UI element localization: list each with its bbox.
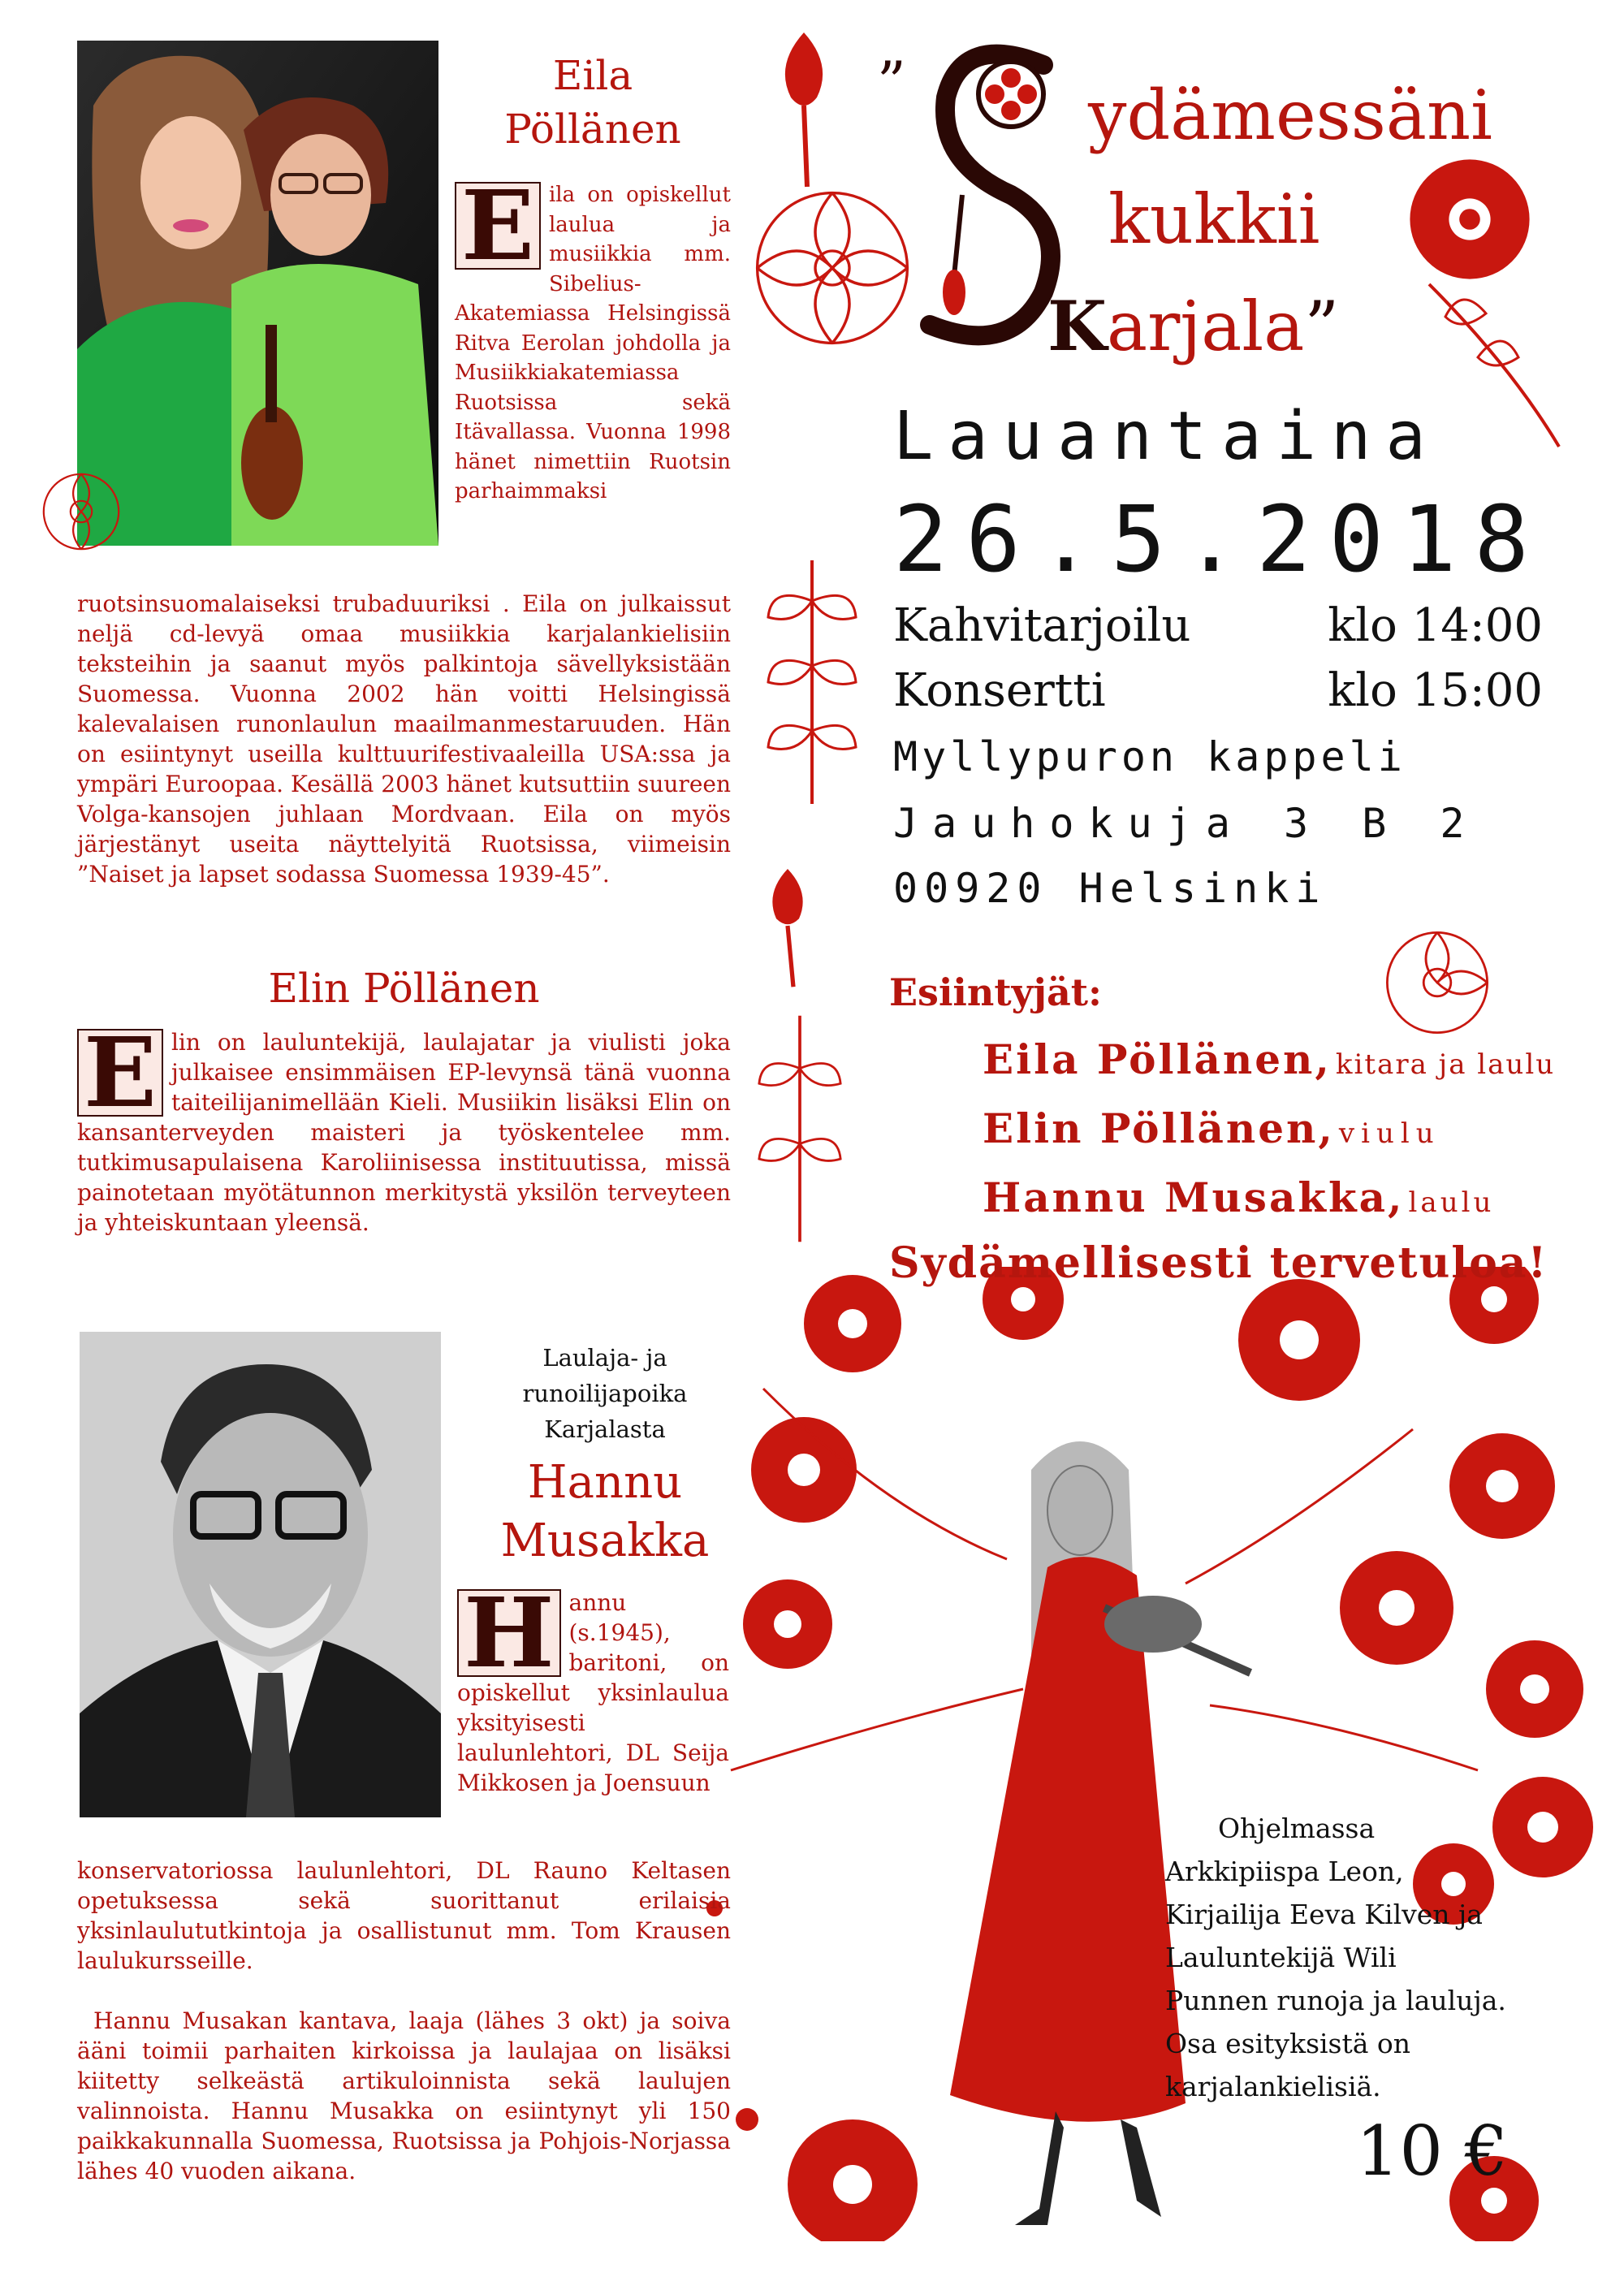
elin-drop-cap: E	[77, 1029, 163, 1117]
hannu-tagline: Laulaja- ja runoilijapoika Karjalasta	[522, 1344, 688, 1443]
program-line: Osa esityksistä on	[1165, 2028, 1411, 2059]
poppy-flower-icon	[1405, 154, 1535, 284]
elin-name-heading: Elin Pöllänen	[268, 965, 540, 1012]
leaf-branch-icon	[747, 1007, 853, 1251]
venue-name: Myllypuron kappeli	[893, 733, 1406, 780]
performer-row-elin	[983, 1104, 1440, 1152]
price: 10 €	[1356, 2111, 1509, 2191]
title-line-2: kukkii	[1108, 179, 1320, 259]
program-line: Kirjailija Eeva Kilven ja	[1165, 1899, 1483, 1930]
performers-heading: Esiintyjät:	[889, 970, 1103, 1014]
coffee-label: Kahvitarjoilu	[893, 599, 1191, 652]
poppy-flower-icon	[1380, 926, 1494, 1039]
hannu-drop-cap: H	[457, 1589, 561, 1677]
performer-role: kitara ja laulu	[1335, 1048, 1556, 1081]
eila-bio-narrow	[455, 169, 731, 507]
program-line: Punnen runoja ja lauluja.	[1165, 1985, 1506, 2016]
hannu-name-first: Hannu	[527, 1456, 683, 1509]
eila-bio-narrow-text: ila on opiskellut laulua ja musiikkia mm. Sibelius-Akatemiassa Helsingissä Ritva Eerolan johdolla ja Musiikkiakatemiassa Ruotsissa sekä Itävallassa. Vuonna 1998 hänet nimettiin Ruotsin parhaimmaksi	[455, 183, 731, 503]
hannu-bio-wide-2: Hannu Musakan kantava, laaja (lähes 3 okt) ja soiva ääni toimii parhaiten kirkoissa ja laulajaa on lisäksi kiitetty selkeästä artikuloinnista sekä laulujen valinnoista. Hannu Musakka on esiintynyt yli 150 paikkakunnalla Suomessa, Ruotsissa ja Pohjois-Norjassa lähes 40 vuoden aikana.	[77, 2007, 731, 2184]
hannu-bio-narrow	[457, 1576, 729, 1798]
eila-bio-wide: ruotsinsuomalaiseksi trubaduuriksi . Eila on julkaissut neljä cd-levyä omaa musiikkia karjalankielisiin teksteihin ja saanut myös palkintoja sävellyksistään Suomessa. Vuonna 2002 hän voitti Helsingissä kalevalaisen runonlaulun maailmanmestaruuden. Hän on esiintynyt useilla kulttuurifestivaaleilla USA:ssa ja ympäri Euroopaa. Kesällä 2003 hänet kutsuttiin suureen Volga-kansojen juhlaan Mordvaan. Eila on myös järjestänyt useita näyttelyitä Ruotsissa, viimeisin ”Naiset ja lapset sodassa Suomessa 1939-45”.	[77, 590, 731, 888]
performer-role: viulu	[1338, 1117, 1440, 1150]
program-list	[1165, 1850, 1555, 2108]
hannu-photo	[80, 1332, 441, 1817]
performer-name: Elin Pöllänen,	[983, 1104, 1335, 1152]
program-line: karjalankielisiä.	[1165, 2071, 1381, 2102]
elin-bio	[77, 1016, 731, 1238]
welcome-text: Sydämellisesti tervetuloa!	[889, 1238, 1548, 1288]
eila-name-last: Pöllänen	[504, 106, 681, 153]
hannu-bio-wide: konservatoriossa laulunlehtori, DL Rauno Keltasen opetuksessa sekä suorittanut erilaisia yksinlaulututkintoja ja osallistunut mm. Tom Krausen laulukursseille.	[77, 1857, 731, 1974]
hannu-name-last: Musakka	[500, 1514, 710, 1567]
title-line-3-text: arjala	[1107, 287, 1305, 366]
concert-time: klo 15:00	[1328, 664, 1543, 717]
performer-name: Hannu Musakka,	[983, 1173, 1405, 1221]
title-open-quote: ”	[877, 50, 906, 116]
rose-bud-icon	[759, 861, 816, 991]
poppy-flower-icon	[747, 183, 918, 353]
poppy-flower-icon	[37, 467, 126, 556]
eila-elin-photo	[77, 41, 438, 546]
rose-bud-icon	[771, 24, 836, 195]
concert-label: Konsertti	[893, 664, 1106, 717]
hannu-bio-narrow-text: annu (s.1945), baritoni, on opiskellut yksinlaulua yksityisesti laulunlehtori, DL Seija Mikkosen ja Joensuun	[457, 1589, 729, 1796]
performer-name: Eila Pöllänen,	[983, 1035, 1332, 1083]
title-line-3	[1047, 286, 1340, 366]
hannu-name-heading	[463, 1454, 747, 1571]
program-line: Lauluntekijä Wili	[1165, 1942, 1397, 1973]
coffee-row	[893, 599, 1543, 655]
eila-name-first: Eila	[552, 52, 633, 99]
venue-address: Jauhokuja 3 B 2	[893, 800, 1479, 847]
performer-role: laulu	[1408, 1186, 1495, 1219]
coffee-time: klo 14:00	[1328, 599, 1543, 652]
elin-bio-text: lin on lauluntekijä, laulajatar ja viulisti joka julkaisee ensimmäisen EP-levynsä tänä vuonna taiteilijanimellään Kieli. Musiikin lisäksi Elin on kansanterveyden maisteri ja työskentelee mm. tutkimusapulaisena Karoliinisessa instituutissa, missä painotetaan myötätunnon merkitystä yksilön terveyteen ja yhteiskuntaan yleensä.	[77, 1029, 731, 1236]
program-line: Arkkipiispa Leon,	[1165, 1856, 1404, 1887]
title-line-3-initial: K	[1047, 286, 1108, 366]
eila-drop-cap: E	[455, 182, 541, 270]
eila-name-heading	[455, 49, 731, 156]
performer-row-hannu	[983, 1173, 1494, 1221]
program-intro: Ohjelmassa	[1218, 1813, 1376, 1844]
concert-row	[893, 664, 1543, 719]
performer-row-eila	[983, 1035, 1555, 1083]
event-date: 26.5.2018	[893, 487, 1547, 593]
venue-postal: 00920 Helsinki	[893, 865, 1327, 912]
event-day: Lauantaina	[893, 398, 1440, 475]
title-line-1: ydämessäni	[1088, 76, 1492, 155]
leaf-branch-icon	[755, 552, 869, 812]
title-close-quote: ”	[1304, 287, 1340, 366]
